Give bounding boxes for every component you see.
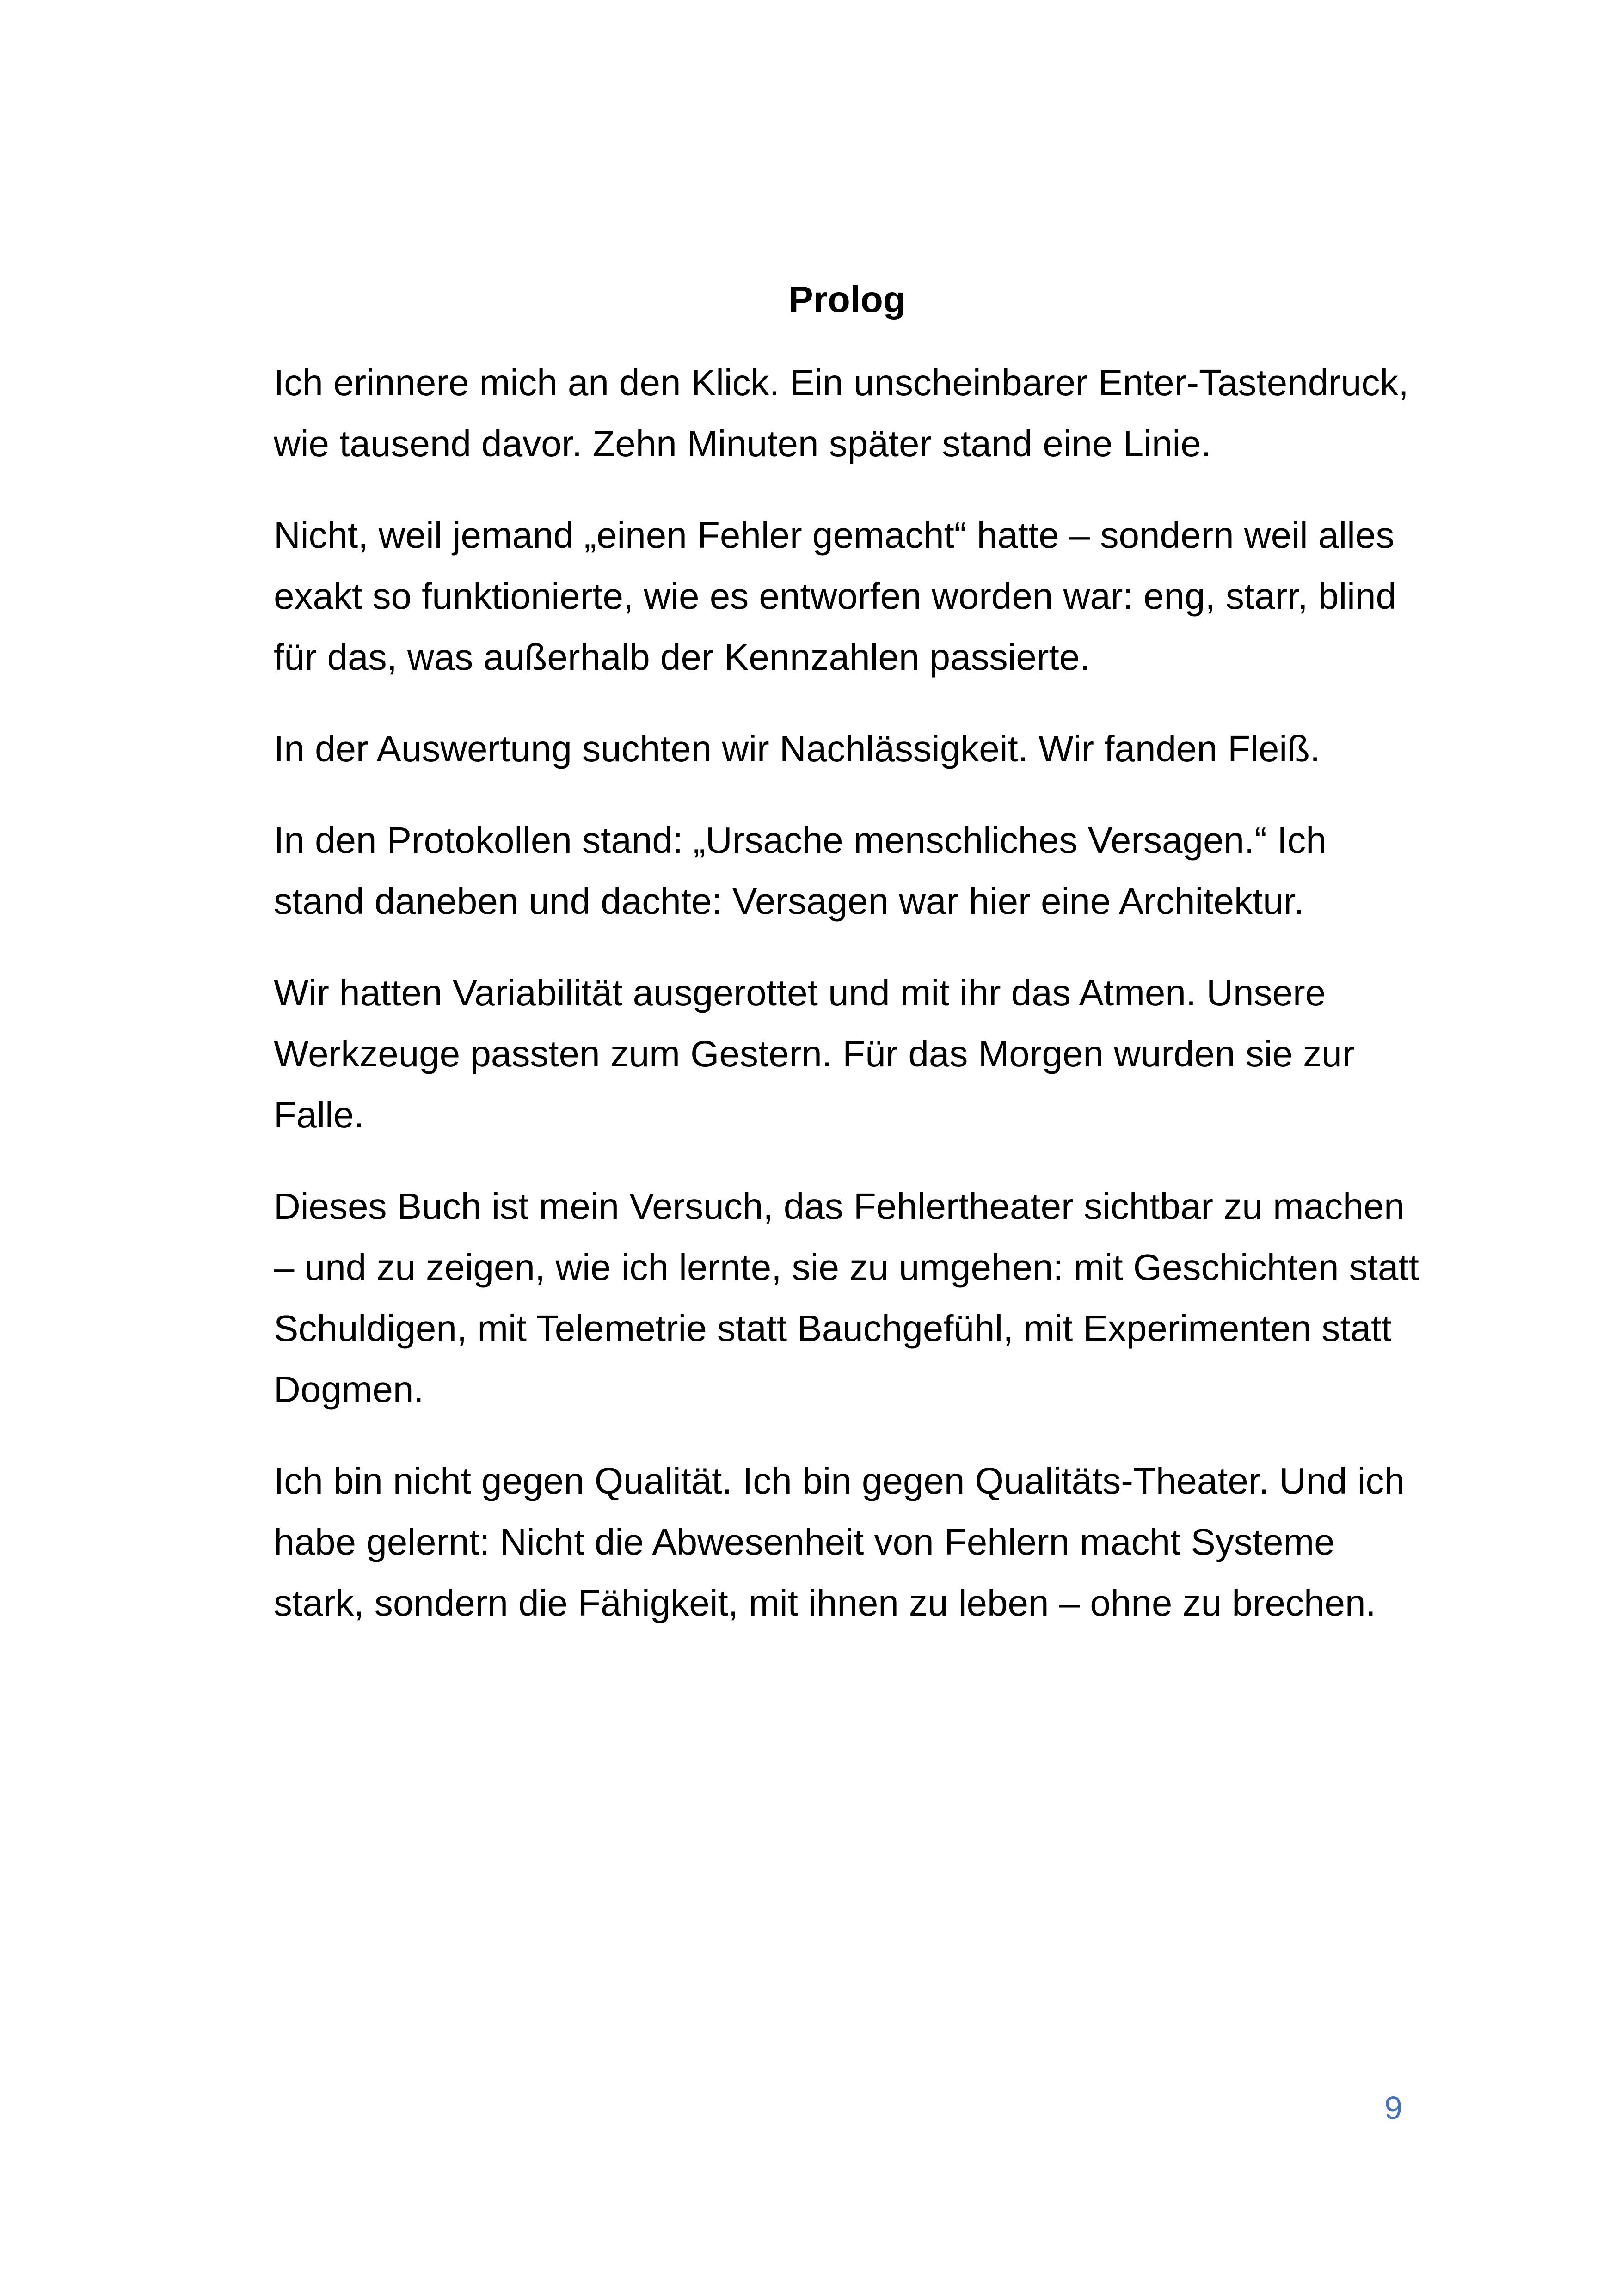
paragraph-4: In den Protokollen stand: „Ursache menschliches Versagen.“ Ich stand daneben und dachte: Versagen war hier eine Architektur. [274,820,1327,922]
chapter-title: Prolog [788,279,906,320]
paragraph-6: Dieses Buch ist mein Versuch, das Fehlertheater sichtbar zu machen – und zu zeigen, wie ich lernte, sie zu umgehen: mit Geschichten statt Schuldigen, mit Telemetrie statt Bauchgefühl, mit Experimenten statt Dogmen. [274,1186,1419,1410]
page-content [274,277,1420,1664]
paragraph-1: Ich erinnere mich an den Klick. Ein unscheinbarer Enter-Tastendruck, wie tausend davor. Zehn Minuten später stand eine Linie. [274,362,1409,464]
page-number: 9 [1384,2090,1402,2126]
paragraph-2: Nicht, weil jemand „einen Fehler gemacht“ hatte – sondern weil alles exakt so funktionierte, wie es entworfen worden war: eng, starr, blind für das, was außerhalb der Kennzahlen passierte. [274,514,1396,678]
paragraph-7: Ich bin nicht gegen Qualität. Ich bin gegen Qualitäts-Theater. Und ich habe gelernt: Nicht die Abwesenheit von Fehlern macht Systeme stark, sondern die Fähigkeit, mit ihnen zu leben – ohne zu brechen. [274,1460,1405,1623]
paragraph-3: In der Auswertung suchten wir Nachlässigkeit. Wir fanden Fleiß. [274,728,1321,769]
paragraph-5: Wir hatten Variabilität ausgerottet und mit ihr das Atmen. Unsere Werkzeuge passten zum Gestern. Für das Morgen wurden sie zur Falle. [274,972,1355,1135]
